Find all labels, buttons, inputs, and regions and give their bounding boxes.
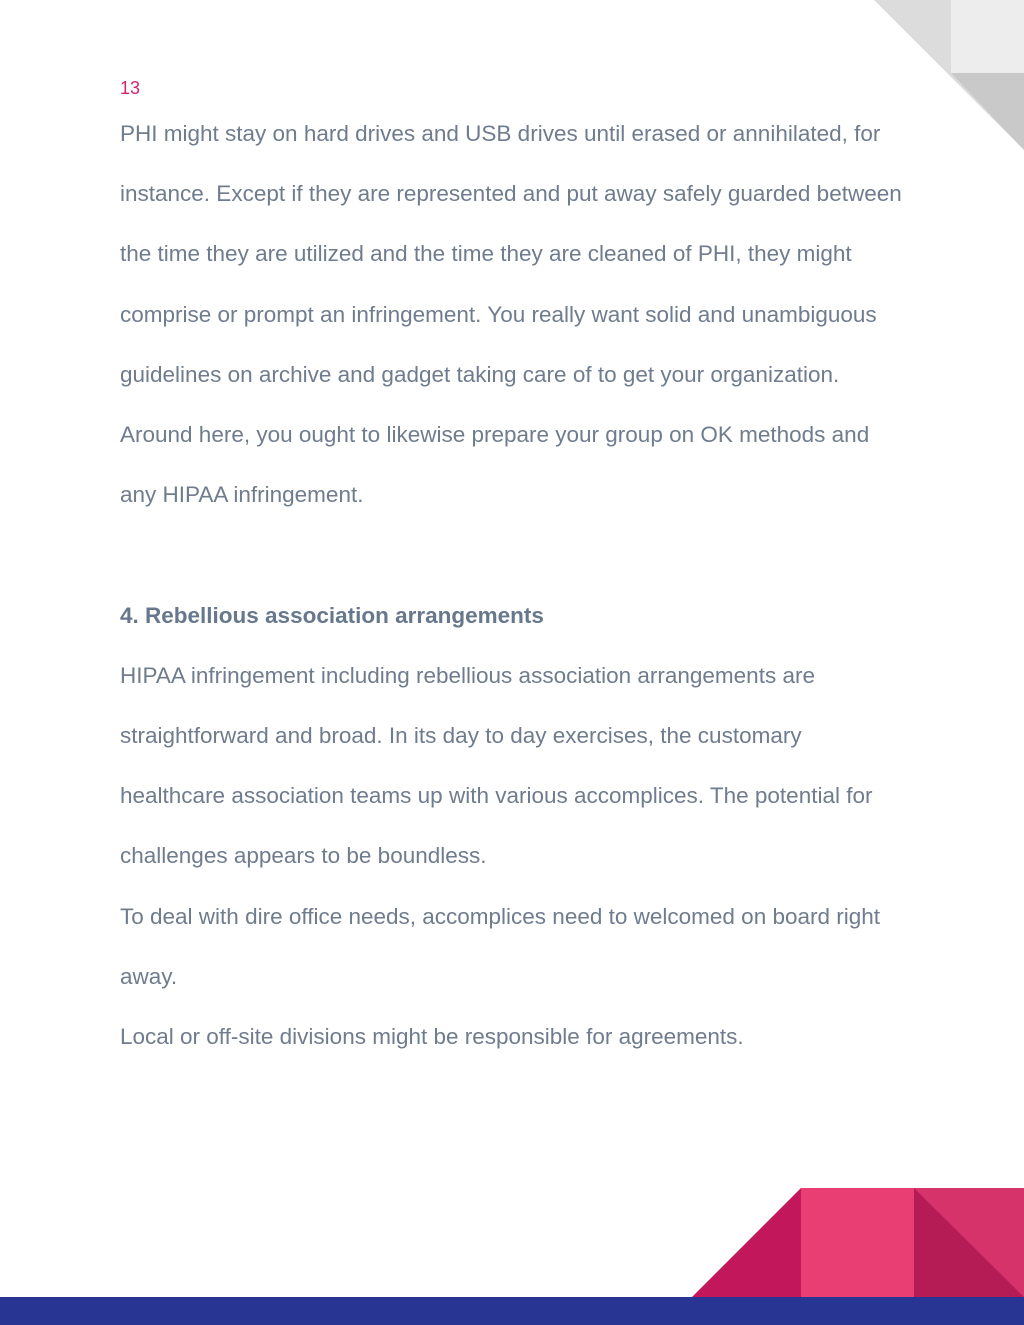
page-body [120,104,910,1067]
section-paragraph: HIPAA infringement including rebellious association arrangements are straightforward and broad. In its day to day exercises, the customary healthcare association teams up with various accomplices. The potential for challenges appears to be boundless. [120,662,873,869]
section-paragraph: Local or off-site divisions might be responsible for agreements. [120,1024,744,1050]
paragraph-spacer [120,525,910,585]
footer-bar [0,1297,1024,1325]
page-number: 13 [120,78,141,98]
section-paragraph: To deal with dire office needs, accomplices need to welcomed on board right away. [120,903,881,989]
body-paragraph: PHI might stay on hard drives and USB drives until erased or annihilated, for instance. Except if they are represented and put away safely guarded between the time they are utilized and the time they are cleaned of PHI, they might comprise or prompt an infringement. You really want solid and unambiguous guidelines on archive and gadget taking care of to get your organization. Around here, you ought to likewise prepare your group on OK methods and any HIPAA infringement. [120,121,902,508]
section-heading: 4. Rebellious association arrangements [120,602,544,628]
bottom-corner-graphic [692,1188,1024,1297]
